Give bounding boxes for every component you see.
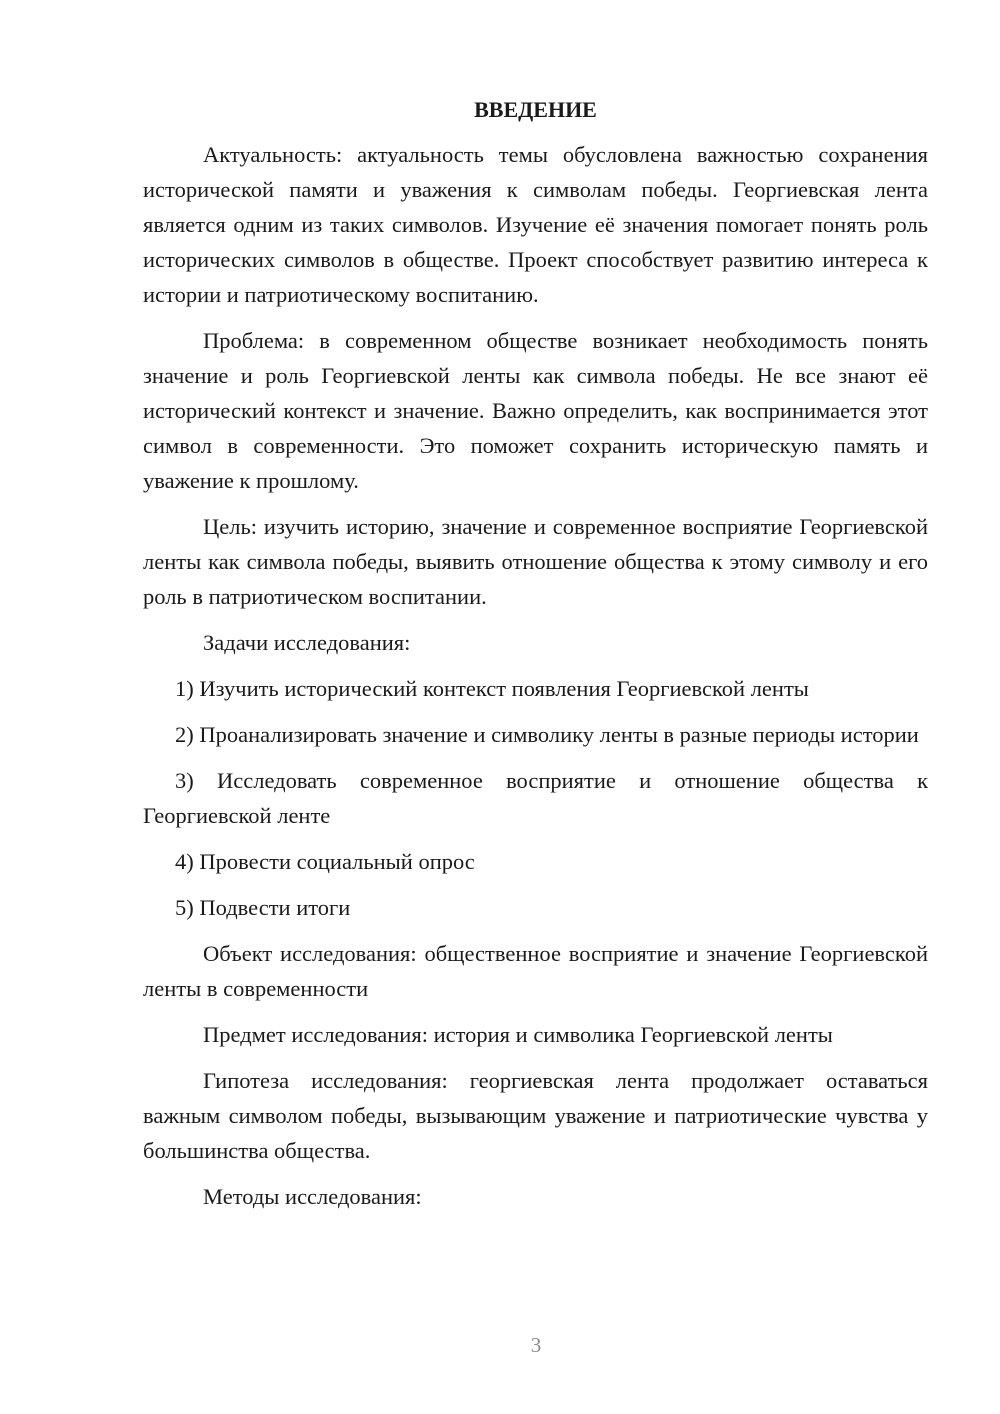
subject-paragraph: Предмет исследования: история и символика Георгиевской ленты [203,1022,833,1047]
task-item-2: 2) Проанализировать значение и символику ленты в разные периоды истории [175,722,919,747]
hypothesis-paragraph: Гипотеза исследования: георгиевская лента продолжает оставаться важным символом победы, вызывающим уважение и патриотические чувства у большинства общества. [143,1068,928,1163]
tasks-list [143,671,928,925]
tasks-title: Задачи исследования: [203,630,411,655]
relevance-paragraph: Актуальность: актуальность темы обусловлена важностью сохранения исторической памяти и уважения к символам победы. Георгиевская лента является одним из таких символов. Изучение её значения помогает понять роль исторических символов в обществе. Проект способствует развитию интереса к истории и патриотическому воспитанию. [143,142,928,307]
section-heading: ВВЕДЕНИЕ [474,97,597,122]
task-item-3: 3) Исследовать современное восприятие и отношение общества к Георгиевской ленте [143,768,928,828]
task-item-1: 1) Изучить исторический контекст появления Георгиевской ленты [175,676,809,701]
task-item-5: 5) Подвести итоги [175,895,351,920]
methods-paragraph: Методы исследования: [203,1184,422,1209]
document-page [143,95,928,1225]
goal-paragraph: Цель: изучить историю, значение и современное восприятие Георгиевской ленты как символа победы, выявить отношение общества к этому символу и его роль в патриотическом воспитании. [143,514,928,609]
problem-paragraph: Проблема: в современном обществе возникает необходимость понять значение и роль Георгиевской ленты как символа победы. Не все знают её исторический контекст и значение. Важно определить, как воспринимается этот символ в современности. Это поможет сохранить историческую память и уважение к прошлому. [143,328,928,493]
page-number: 3 [530,1333,542,1357]
task-item-4: 4) Провести социальный опрос [175,849,475,874]
object-paragraph: Объект исследования: общественное восприятие и значение Георгиевской ленты в современности [143,941,928,1001]
